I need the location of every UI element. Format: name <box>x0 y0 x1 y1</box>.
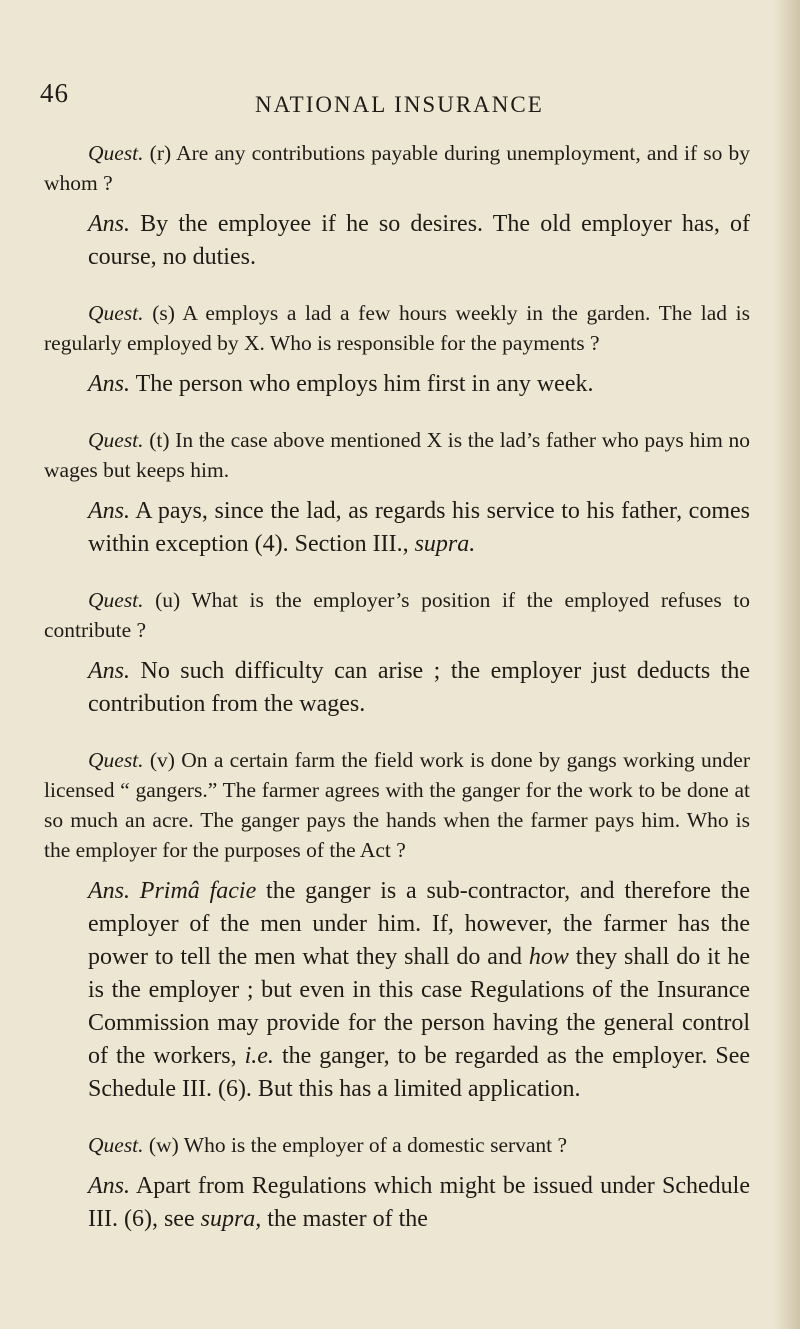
answer-r <box>44 208 750 274</box>
answer-label: Ans. <box>88 211 130 237</box>
answer-text: the ganger, to be regarded as the employer. See Schedule III. (6). But this has a limited application. <box>88 1043 751 1102</box>
answer-label: Ans. <box>88 498 130 524</box>
answer-italic-term: supra. <box>414 531 476 557</box>
question-v <box>44 745 750 865</box>
question-text: In the case above mentioned X is the lad’s father who pays him no wages but keeps him. <box>44 428 751 482</box>
answer-text: Apart from Regulations which might be issued under Schedule III. (6), see <box>88 1173 750 1232</box>
running-head: NATIONAL INSURANCE <box>255 92 544 117</box>
question-text: Are any contributions payable during unemployment, and if so by whom ? <box>44 141 750 195</box>
question-id: (w) <box>148 1133 179 1157</box>
answer-v <box>44 875 750 1106</box>
answer-label: Ans. <box>88 878 130 904</box>
question-label: Quest. <box>88 588 144 612</box>
answer-italic-term: how <box>528 944 569 970</box>
question-w <box>44 1130 750 1160</box>
question-id: (v) <box>149 748 175 772</box>
answer-italic-term: i.e. <box>244 1043 274 1069</box>
question-id: (u) <box>155 588 181 612</box>
question-label: Quest. <box>88 428 144 452</box>
answer-label: Ans. <box>88 371 130 397</box>
question-label: Quest. <box>88 748 144 772</box>
answer-text: the master of the <box>267 1206 428 1232</box>
answer-label: Ans. <box>88 1173 130 1199</box>
answer-italic-term: supra, <box>200 1206 262 1232</box>
question-label: Quest. <box>88 301 144 325</box>
question-label: Quest. <box>88 1133 144 1157</box>
question-s <box>44 298 750 358</box>
question-label: Quest. <box>88 141 144 165</box>
answer-text: No such difficulty can arise ; the employer just deducts the contribution from the wages. <box>88 658 750 717</box>
answer-text: the ganger is a sub-contractor, and therefore the employer of the men under him. If, however, the farmer has the power to tell the men what they shall do and <box>88 878 751 970</box>
answer-italic-term: Primâ facie <box>139 878 257 904</box>
answer-text: The person who employs him first in any week. <box>135 371 594 397</box>
answer-w <box>44 1170 750 1236</box>
question-u <box>44 585 750 645</box>
answer-t <box>44 495 750 561</box>
question-r <box>44 138 750 198</box>
question-text: On a certain farm the field work is done by gangs working under licensed “ gangers.” The farmer agrees with the ganger for the work to be done at so much an acre. The ganger pays the hands when the farmer pays him. Who is the employer for the purposes of the Act ? <box>44 748 751 862</box>
page-edge-shadow <box>774 0 800 1329</box>
question-text: Who is the employer of a domestic servant ? <box>183 1133 568 1157</box>
question-id: (t) <box>149 428 170 452</box>
question-text: A employs a lad a few hours weekly in the garden. The lad is regularly employed by X. Who is responsible for the payments ? <box>44 301 750 355</box>
answer-text: they shall do it he is the employer ; but even in this case Regulations of the Insurance Commission may provide for the person having the general control of the workers, <box>88 944 751 1069</box>
answer-text: A pays, since the lad, as regards his service to his father, comes within exception (4). Section III., <box>88 498 750 557</box>
question-id: (r) <box>149 141 172 165</box>
answer-text: By the employee if he so desires. The old employer has, of course, no duties. <box>88 211 751 270</box>
answer-label: Ans. <box>88 658 130 684</box>
page-number: 46 <box>40 78 69 108</box>
answer-u <box>44 655 750 721</box>
question-t <box>44 425 750 485</box>
page-body <box>44 138 750 1236</box>
question-id: (s) <box>152 301 175 325</box>
answer-s <box>44 368 750 401</box>
question-text: What is the employer’s position if the employed refuses to contribute ? <box>44 588 751 642</box>
